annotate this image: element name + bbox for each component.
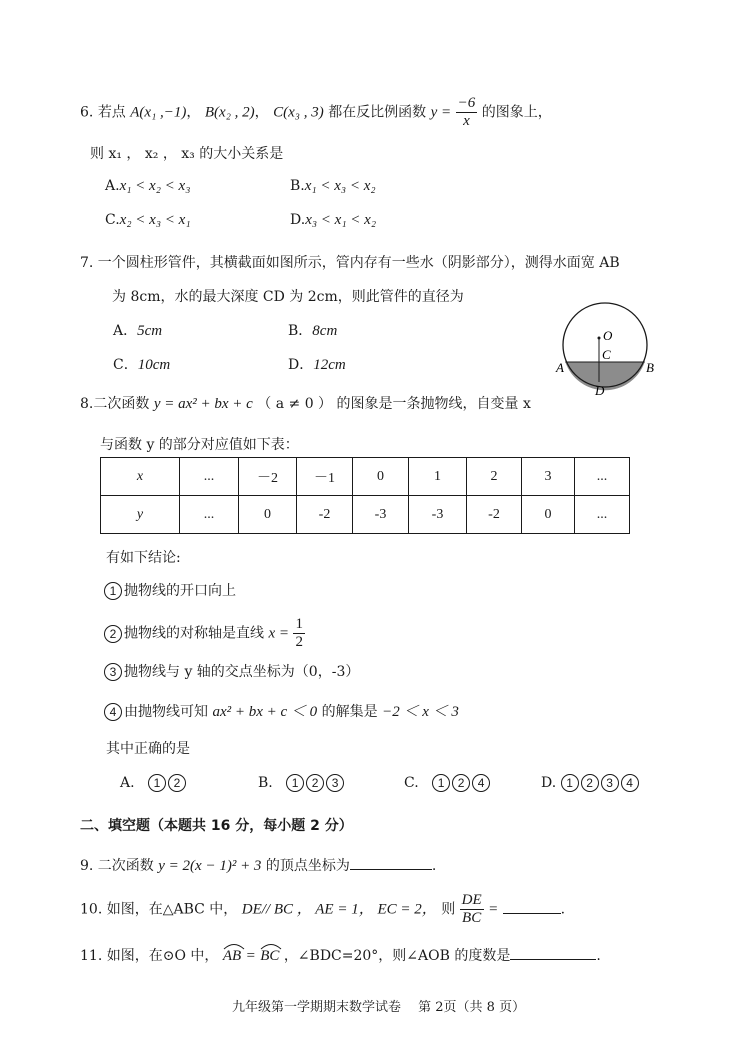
- q11-equals: =: [245, 948, 256, 964]
- q8-condition: （ a ≠ 0 ）: [257, 396, 333, 412]
- conclusion-text-mid: 的解集是: [321, 704, 378, 720]
- q9-text-post: 的顶点坐标为: [265, 858, 350, 874]
- option-label: C．: [113, 357, 138, 373]
- q10-fraction: [460, 892, 484, 927]
- conclusion-text: 抛物线的对称轴是直线: [124, 625, 264, 642]
- q8-conclusion-1: [104, 580, 236, 600]
- circled-number: 2: [581, 774, 599, 792]
- fraction-denominator: BC: [462, 910, 482, 926]
- option-text: 12cm: [313, 357, 346, 373]
- fraction-denominator: 2: [295, 634, 303, 650]
- conclusion-text: 由抛物线可知: [124, 704, 208, 720]
- table-cell: ...: [575, 458, 630, 496]
- label-c: C: [602, 347, 611, 362]
- option-label: B.: [258, 775, 273, 791]
- label-d: D: [595, 383, 605, 398]
- q9-period: .: [431, 858, 437, 874]
- q11-arc-ab: [223, 948, 241, 965]
- option-text: 8cm: [312, 323, 338, 339]
- table-cell: -2: [467, 496, 522, 534]
- q8-option-a: [120, 774, 188, 792]
- q8-option-d: [541, 774, 641, 792]
- q9-function: y = 2(x − 1)² + 3: [158, 858, 262, 874]
- q6-point-c: C(x₃ , 3): [273, 104, 324, 121]
- q7-option-c: [113, 354, 170, 374]
- q9-text-pre: 9. 二次函数: [80, 858, 154, 874]
- table-row: [101, 496, 630, 534]
- q6-option-c: [105, 212, 191, 229]
- q6-option-a: [105, 178, 190, 195]
- table-cell: 0: [522, 496, 575, 534]
- q11-condition: ，∠BDC=20°，则∠AOB 的度数是: [283, 948, 511, 964]
- q11-line: [80, 945, 601, 965]
- option-label: D．: [288, 357, 314, 373]
- table-cell: 2: [467, 458, 522, 496]
- circled-number: 1: [286, 774, 304, 792]
- center-point: [598, 337, 601, 340]
- q6-option-d: [290, 212, 376, 229]
- arc-label: AB: [222, 948, 242, 964]
- q10-condition: DE// BC ， AE = 1， EC = 2，: [241, 901, 437, 918]
- table-cell: -3: [353, 496, 409, 534]
- q8-text-pre: 8.二次函数: [80, 396, 150, 412]
- table-cell: 0: [239, 496, 297, 534]
- q9-line: [80, 855, 436, 875]
- option-label: C.: [404, 775, 419, 791]
- q6-line1: [80, 95, 552, 130]
- option-label: D.: [290, 212, 306, 228]
- q8-conclusion-4: [104, 700, 459, 721]
- answer-blank[interactable]: [510, 945, 596, 960]
- q10-period: .: [560, 901, 566, 918]
- q8-conclusion-3: [104, 661, 359, 681]
- option-text: x₁ < x₃ < x₂: [304, 178, 376, 194]
- circled-number: 2: [452, 774, 470, 792]
- q11-arc-bc: [260, 948, 279, 965]
- q6-line2: 则 x₁ ， x₂ ， x₃ 的大小关系是: [90, 146, 284, 162]
- table-cell: ...: [180, 496, 239, 534]
- table-cell: －1: [297, 458, 353, 496]
- q11-text-pre: 11. 如图，在⊙O 中，: [80, 948, 219, 964]
- table-cell: ...: [180, 458, 239, 496]
- q6-number: 6.: [80, 104, 94, 121]
- q10-then: 则: [441, 901, 456, 918]
- q7-option-d: [288, 354, 346, 374]
- q6-text-pre: 若点: [97, 104, 126, 121]
- option-text: x₂ < x₃ < x₁: [119, 212, 191, 228]
- q6-point-a: A(x₁ ,−1): [130, 104, 187, 121]
- q8-line2: 与函数 y 的部分对应值如下表：: [100, 437, 299, 453]
- arc-mark-icon: [223, 942, 245, 950]
- table-cell: 3: [522, 458, 575, 496]
- q6-fraction-numerator: −6: [457, 95, 476, 111]
- option-label: B．: [288, 323, 313, 339]
- q8-which: 其中正确的是: [106, 741, 190, 757]
- q6-fraction-denominator: x: [463, 113, 470, 129]
- q8-option-b: [258, 774, 346, 792]
- q6-fraction: [456, 95, 478, 130]
- section-title: 二、填空题（本题共 16 分，每小题 2 分）: [80, 818, 353, 834]
- circled-number: 2: [306, 774, 324, 792]
- q6-func-lhs: y =: [430, 104, 452, 121]
- option-label: B.: [290, 178, 305, 194]
- label-a: A: [556, 360, 564, 375]
- inequality: ax² + bx + c ＜ 0: [212, 704, 318, 720]
- option-text: 10cm: [137, 357, 171, 373]
- q10-text-pre: 10. 如图，在△ABC 中，: [80, 901, 238, 918]
- table-cell: ...: [575, 496, 630, 534]
- circled-number: 3: [326, 774, 344, 792]
- circled-number: 2: [168, 774, 186, 792]
- q8-function: y = ax² + bx + c: [153, 396, 253, 412]
- circled-number: 1: [432, 774, 450, 792]
- q6-comma: ，: [254, 104, 269, 121]
- q10-line: [80, 892, 565, 927]
- circled-number: 3: [104, 663, 122, 681]
- q6-point-b: B(x₂ , 2): [204, 104, 255, 121]
- q11-period: .: [596, 948, 601, 964]
- q7-option-a: [113, 320, 162, 340]
- q7-line1: 7. 一个圆柱形管件，其横截面如图所示，管内存有一些水（阴影部分），测得水面宽 AB: [80, 255, 620, 271]
- fraction-numerator: DE: [461, 892, 482, 908]
- circled-number: 3: [601, 774, 619, 792]
- option-label: A.: [105, 178, 120, 194]
- circled-number: 1: [104, 582, 122, 600]
- circled-number: 4: [621, 774, 639, 792]
- table-cell: 0: [353, 458, 409, 496]
- q7-line2: 为 8cm，水的最大深度 CD 为 2cm，则此管件的直径为: [112, 289, 464, 305]
- option-label: A．: [113, 323, 138, 339]
- option-label: A.: [120, 775, 135, 791]
- label-b: B: [646, 360, 654, 375]
- axis-fraction: [293, 616, 305, 651]
- label-o: O: [603, 328, 613, 343]
- table-cell: -2: [297, 496, 353, 534]
- option-text: x₁ < x₂ < x₃: [119, 178, 191, 194]
- page-footer: 九年级第一学期期末数学试卷 第 2页（共 8 页）: [232, 1000, 526, 1015]
- circled-number: 1: [561, 774, 579, 792]
- q7-option-b: [288, 320, 337, 340]
- solution-set: −2 ＜ x ＜ 3: [382, 704, 459, 720]
- arc-label: BC: [260, 948, 280, 964]
- q6-text-post: 的图象上，: [481, 104, 552, 121]
- circled-number: 2: [104, 625, 122, 643]
- conclusion-text: 抛物线与 y 轴的交点坐标为（0，-3）: [124, 664, 360, 680]
- table-cell: 1: [409, 458, 467, 496]
- table-cell: -3: [409, 496, 467, 534]
- arc-mark-icon: [260, 942, 282, 950]
- option-text: x₃ < x₁ < x₂: [305, 212, 377, 228]
- q8-conclusions-title: 有如下结论:: [106, 550, 181, 566]
- q6-text-mid: 都在反比例函数: [328, 104, 427, 121]
- answer-blank[interactable]: [350, 855, 432, 870]
- table-cell: x: [101, 458, 180, 496]
- option-text: 5cm: [137, 323, 163, 339]
- q6-comma: ，: [186, 104, 201, 121]
- circled-number: 4: [104, 703, 122, 721]
- q8-text-post: 的图象是一条抛物线，自变量 x: [336, 396, 531, 412]
- q8-option-c: [404, 774, 492, 792]
- circled-number: 4: [472, 774, 490, 792]
- option-label: C.: [105, 212, 120, 228]
- circled-number: 1: [148, 774, 166, 792]
- table-cell: －2: [239, 458, 297, 496]
- option-label: D.: [541, 775, 557, 791]
- conclusion-text: 抛物线的开口向上: [124, 583, 236, 599]
- fraction-numerator: 1: [295, 616, 303, 632]
- table-row: [101, 458, 630, 496]
- q8-value-table: [100, 457, 630, 534]
- q10-equals: =: [488, 901, 499, 918]
- q8-conclusion-2: [104, 616, 305, 651]
- q6-option-b: [290, 178, 376, 195]
- table-cell: y: [101, 496, 180, 534]
- axis-lhs: x =: [268, 625, 289, 642]
- q7-pipe-figure: [550, 290, 660, 400]
- answer-blank[interactable]: [503, 899, 561, 914]
- q8-line1: [80, 393, 531, 413]
